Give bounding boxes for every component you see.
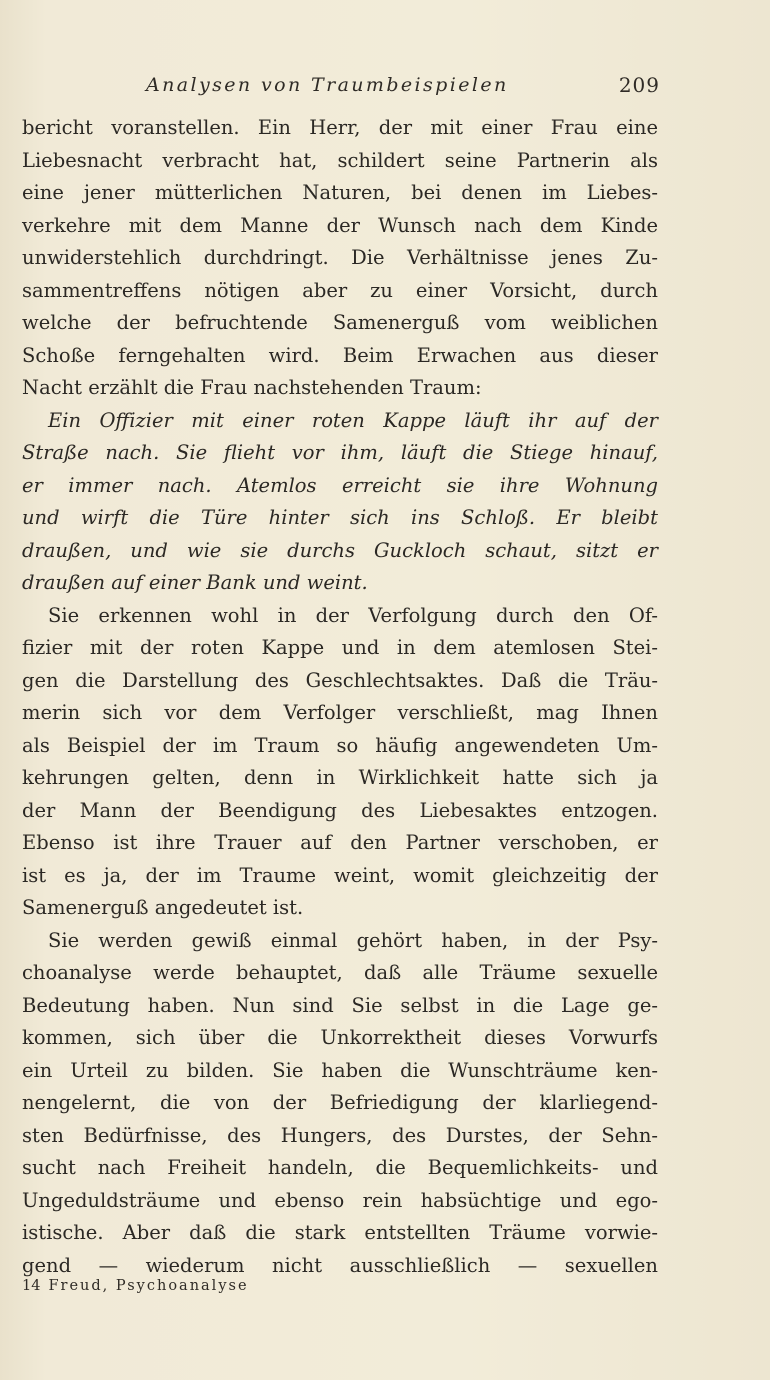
text-line: bericht voranstellen. Ein Herr, der mit einer Frau eine: [22, 116, 658, 139]
text-line: eine jener mütterlichen Naturen, bei denen im Liebes-: [22, 181, 658, 204]
text-line: gen die Darstellung des Geschlechtsaktes. Daß die Träu-: [22, 668, 658, 692]
text-line: Ungeduldsträume und ebenso rein habsüchtige und ego-: [22, 1188, 658, 1212]
text-line: der Mann der Beendigung des Liebesaktes entzogen.: [22, 798, 658, 822]
page-footer: [22, 1272, 249, 1300]
text-line: merin sich vor dem Verfolger verschließt, mag Ihnen: [22, 701, 658, 724]
text-line: kommen, sich über die Unkorrektheit dieses Vorwurfs: [22, 1026, 658, 1049]
text-line: nengelernt, die von der Befriedigung der klarliegend-: [22, 1091, 658, 1114]
text-line: istische. Aber daß die stark entstellten Träume vorwie-: [22, 1221, 658, 1244]
text-line: kehrungen gelten, denn in Wirklichkeit hatte sich ja: [22, 766, 658, 789]
text-line: Bedeutung haben. Nun sind Sie selbst in die Lage ge-: [22, 993, 658, 1017]
text-line: fizier mit der roten Kappe und in dem atemlosen Stei-: [22, 636, 658, 659]
text-line: Samenerguß angedeutet ist.: [22, 896, 304, 919]
page-number: 209: [618, 73, 660, 97]
dream-text-line: Straße nach. Sie flieht vor ihm, läuft die Stiege hinauf,: [22, 441, 658, 464]
text-line: unwiderstehlich durchdringt. Die Verhältnisse jenes Zu-: [22, 246, 658, 269]
text-line: Liebesnacht verbracht hat, schildert seine Partnerin als: [22, 148, 658, 172]
dream-text-line: draußen, und wie sie durchs Guckloch schaut, sitzt er: [22, 538, 658, 562]
dream-text-line: er immer nach. Atemlos erreicht sie ihre Wohnung: [22, 473, 658, 497]
text-line: Sie erkennen wohl in der Verfolgung durch den Of-: [48, 603, 658, 627]
text-line: sucht nach Freiheit handeln, die Bequemlichkeits- und: [22, 1156, 658, 1179]
running-title: Analysen von Traumbeispielen: [146, 74, 509, 96]
body-text: [22, 112, 658, 1282]
text-line: choanalyse werde behauptet, daß alle Träume sexuelle: [22, 961, 658, 984]
text-line: Ebenso ist ihre Trauer auf den Partner verschoben, er: [22, 831, 658, 854]
text-line: ein Urteil zu bilden. Sie haben die Wunschträume ken-: [22, 1058, 658, 1082]
footer-author: Freud, Psychoanalyse: [48, 1278, 249, 1294]
text-line: Schoße ferngehalten wird. Beim Erwachen aus dieser: [22, 343, 658, 367]
text-line: verkehre mit dem Manne der Wunsch nach dem Kinde: [22, 213, 658, 237]
text-line: als Beispiel der im Traum so häufig angewendeten Um-: [22, 733, 658, 757]
page-header: [146, 68, 660, 102]
dream-text-line: Ein Offizier mit einer roten Kappe läuft ihr auf der: [48, 408, 658, 432]
dream-text-line: und wirft die Türe hinter sich ins Schloß. Er bleibt: [22, 506, 658, 529]
text-line: Nacht erzählt die Frau nachstehenden Traum:: [22, 376, 482, 399]
text-line: ist es ja, der im Traume weint, womit gleichzeitig der: [22, 863, 658, 887]
text-line: sten Bedürfnisse, des Hungers, des Durstes, der Sehn-: [22, 1123, 658, 1147]
sheet-signature: 14: [22, 1278, 41, 1294]
text-line: gend — wiederum nicht ausschließlich — sexuellen: [22, 1253, 658, 1277]
text-line: Sie werden gewiß einmal gehört haben, in der Psy-: [48, 928, 658, 952]
text-line: welche der befruchtende Samenerguß vom weiblichen: [22, 311, 658, 334]
text-line: sammentreffens nötigen aber zu einer Vorsicht, durch: [22, 278, 658, 302]
dream-text-line: draußen auf einer Bank und weint.: [22, 571, 368, 594]
